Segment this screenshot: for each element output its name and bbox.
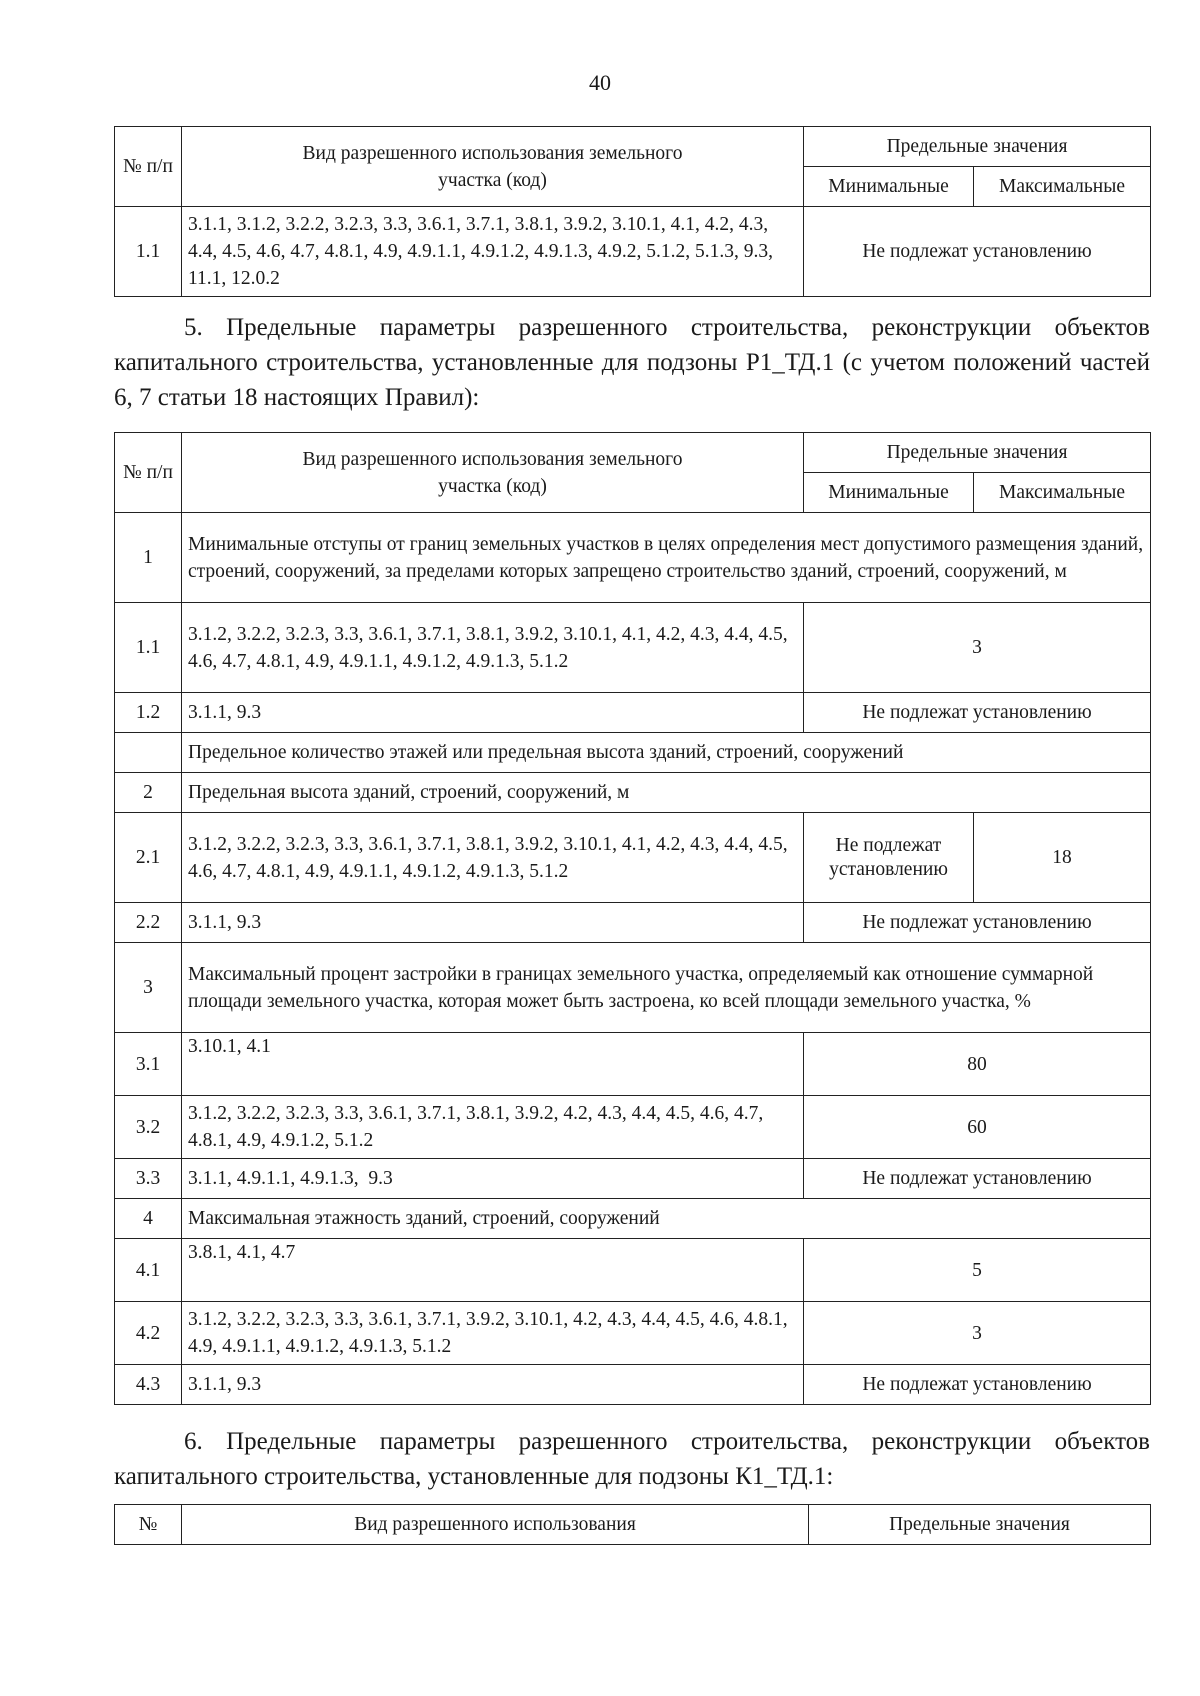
header-min: Минимальные <box>804 473 974 513</box>
table-row <box>115 1365 1151 1405</box>
row-num: 2.1 <box>115 813 182 903</box>
table-k1-header <box>114 1504 1151 1545</box>
paragraph-6 <box>114 1424 1150 1494</box>
table-row <box>115 1033 1151 1096</box>
row-codes: 3.10.1, 4.1 <box>182 1033 804 1096</box>
header-num: № п/п <box>115 433 182 513</box>
section-num: 4 <box>115 1199 182 1239</box>
section-text: Предельное количество этажей или предельная высота зданий, строений, сооружений <box>182 733 1151 773</box>
header-max: Максимальные <box>974 473 1151 513</box>
row-codes: 3.8.1, 4.1, 4.7 <box>182 1239 804 1302</box>
row-num: 4.2 <box>115 1302 182 1365</box>
section-text: Максимальная этажность зданий, строений, сооружений <box>182 1199 1151 1239</box>
row-value: 3 <box>804 1302 1151 1365</box>
header-limits: Предельные значения <box>809 1505 1151 1545</box>
section-row <box>115 733 1151 773</box>
header-vid: Вид разрешенного использования земельного участка (код) <box>182 433 804 513</box>
row-codes: 3.1.2, 3.2.2, 3.2.3, 3.3, 3.6.1, 3.7.1, 3.8.1, 3.9.2, 3.10.1, 4.1, 4.2, 4.3, 4.4, 4.5, 4.6, 4.7, 4.8.1, 4.9, 4.9.1.1, 4.9.1.2, 4.9.1.3, 5.1.2 <box>182 813 804 903</box>
table-row <box>115 813 1151 903</box>
row-min: Не подлежат установлению <box>804 813 974 903</box>
row-value: 3 <box>804 603 1151 693</box>
row-value: Не подлежат установлению <box>804 1159 1151 1199</box>
row-num: 3.1 <box>115 1033 182 1096</box>
section-row <box>115 1199 1151 1239</box>
table-row <box>115 1159 1151 1199</box>
row-num: 4.1 <box>115 1239 182 1302</box>
table-row <box>115 903 1151 943</box>
header-max: Максимальные <box>974 167 1151 207</box>
row-codes: 3.1.1, 9.3 <box>182 1365 804 1405</box>
section-text: Минимальные отступы от границ земельных участков в целях определения мест допустимого размещения зданий, строений, сооружений, за пределами которых запрещено строительство зданий, строений, сооружений, м <box>182 513 1151 603</box>
paragraph-6-text: 6. Предельные параметры разрешенного строительства, реконструкции объектов капитального строительства, установленные для подзоны К1_ТД.1: <box>114 1428 1150 1490</box>
row-num: 1.2 <box>115 693 182 733</box>
row-value: Не подлежат установлению <box>804 207 1151 297</box>
header-vid: Вид разрешенного использования земельного участка (код) <box>182 127 804 207</box>
empty-cell <box>115 733 182 773</box>
row-value: 60 <box>804 1096 1151 1159</box>
header-limits: Предельные значения <box>804 127 1151 167</box>
row-num: 1.1 <box>115 207 182 297</box>
row-codes: 3.1.2, 3.2.2, 3.2.3, 3.3, 3.6.1, 3.7.1, 3.9.2, 3.10.1, 4.2, 4.3, 4.4, 4.5, 4.6, 4.8.1, 4.9, 4.9.1.1, 4.9.1.2, 4.9.1.3, 5.1.2 <box>182 1302 804 1365</box>
section-num: 1 <box>115 513 182 603</box>
row-codes: 3.1.2, 3.2.2, 3.2.3, 3.3, 3.6.1, 3.7.1, 3.8.1, 3.9.2, 4.2, 4.3, 4.4, 4.5, 4.6, 4.7, 4.8.1, 4.9, 4.9.1.2, 5.1.2 <box>182 1096 804 1159</box>
row-codes: 3.1.1, 4.9.1.1, 4.9.1.3, 9.3 <box>182 1159 804 1199</box>
row-num: 1.1 <box>115 603 182 693</box>
row-value: Не подлежат установлению <box>804 903 1151 943</box>
section-text: Предельная высота зданий, строений, сооружений, м <box>182 773 1151 813</box>
section-num: 2 <box>115 773 182 813</box>
section-row <box>115 943 1151 1033</box>
section-row <box>115 773 1151 813</box>
row-value: 5 <box>804 1239 1151 1302</box>
table-row <box>115 603 1151 693</box>
row-value: 80 <box>804 1033 1151 1096</box>
row-value: Не подлежат установлению <box>804 693 1151 733</box>
section-text: Максимальный процент застройки в границах земельного участка, определяемый как отношение суммарной площади земельного участка, которая может быть застроена, ко всей площади земельного участка, % <box>182 943 1151 1033</box>
row-value: Не подлежат установлению <box>804 1365 1151 1405</box>
table-parameters <box>114 432 1151 1405</box>
table-row <box>115 1239 1151 1302</box>
row-codes: 3.1.1, 9.3 <box>182 903 804 943</box>
table-row <box>115 1302 1151 1365</box>
paragraph-5-text: 5. Предельные параметры разрешенного строительства, реконструкции объектов капитального строительства, установленные для подзоны Р1_ТД.1 (с учетом положений частей 6, 7 статьи 18 настоящих Правил): <box>114 314 1150 411</box>
section-row <box>115 513 1151 603</box>
row-codes: 3.1.2, 3.2.2, 3.2.3, 3.3, 3.6.1, 3.7.1, 3.8.1, 3.9.2, 3.10.1, 4.1, 4.2, 4.3, 4.4, 4.5, 4.6, 4.7, 4.8.1, 4.9, 4.9.1.1, 4.9.1.2, 4.9.1.3, 5.1.2 <box>182 603 804 693</box>
header-num: № п/п <box>115 127 182 207</box>
header-num: № <box>115 1505 182 1545</box>
row-codes: 3.1.1, 9.3 <box>182 693 804 733</box>
row-num: 3.2 <box>115 1096 182 1159</box>
table-allowed-uses <box>114 126 1151 297</box>
header-limits: Предельные значения <box>804 433 1151 473</box>
paragraph-5 <box>114 310 1150 415</box>
row-codes: 3.1.1, 3.1.2, 3.2.2, 3.2.3, 3.3, 3.6.1, 3.7.1, 3.8.1, 3.9.2, 3.10.1, 4.1, 4.2, 4.3, 4.4, 4.5, 4.6, 4.7, 4.8.1, 4.9, 4.9.1.1, 4.9.1.2, 4.9.1.3, 4.9.2, 5.1.2, 5.1.3, 9.3, 11.1, 12.0.2 <box>182 207 804 297</box>
table-row <box>115 693 1151 733</box>
page-number: 40 <box>589 70 611 95</box>
table-row <box>115 1096 1151 1159</box>
row-num: 3.3 <box>115 1159 182 1199</box>
header-min: Минимальные <box>804 167 974 207</box>
row-num: 4.3 <box>115 1365 182 1405</box>
section-num: 3 <box>115 943 182 1033</box>
row-max: 18 <box>974 813 1151 903</box>
row-num: 2.2 <box>115 903 182 943</box>
table-row <box>115 207 1151 297</box>
header-vid: Вид разрешенного использования <box>182 1505 809 1545</box>
